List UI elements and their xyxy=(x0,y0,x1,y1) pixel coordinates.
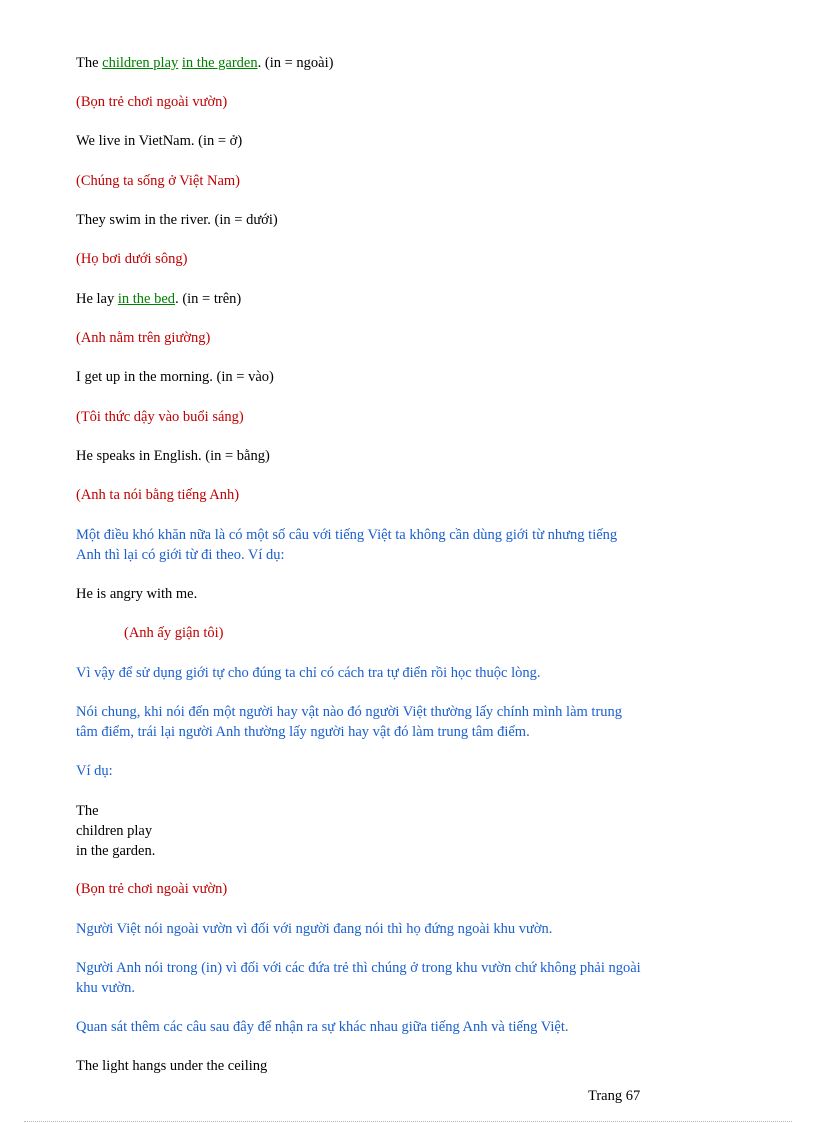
highlight-phrase: children play xyxy=(102,55,179,71)
example-sentence-2: We live in VietNam. (in = ở) xyxy=(76,133,243,149)
translation-3: (Họ bơi dưới sông) xyxy=(76,251,188,267)
translation-7: (Anh ấy giận tôi) xyxy=(124,625,224,641)
translation-5: (Tôi thức dậy vào buổi sáng) xyxy=(76,409,244,425)
example-sentence-4: He lay in the bed. (in = trên) xyxy=(76,291,242,307)
translation-2: (Chúng ta sống ở Việt Nam) xyxy=(76,173,240,189)
translation-8: (Bọn trẻ chơi ngoài vườn) xyxy=(76,881,228,897)
highlight-phrase: in the garden xyxy=(181,55,258,71)
example-sentence-8: The light hangs under the ceiling xyxy=(76,1058,268,1074)
example-sentence-6: He speaks in English. (in = bằng) xyxy=(76,448,270,464)
example-sentence-3: They swim in the river. (in = dưới) xyxy=(76,212,278,228)
example-sentence-1: The children play in the garden. (in = ngoài) xyxy=(76,55,334,71)
commentary-paragraph-5: Người Anh nói trong (in) vì đối với các đứa trẻ thì chúng ở trong khu vườn chứ không phải ngoài khu vườn. xyxy=(76,960,641,996)
page-number: Trang 67 xyxy=(588,1088,641,1104)
example-sentence-7: He is angry with me. xyxy=(76,586,198,602)
example-label: Ví dụ: xyxy=(76,763,113,779)
translation-1: (Bọn trẻ chơi ngoài vườn) xyxy=(76,94,228,110)
highlight-phrase: in the bed xyxy=(117,291,176,307)
commentary-paragraph-4: Người Việt nói ngoài vườn vì đối với người đang nói thì họ đứng ngoài khu vườn. xyxy=(76,921,553,937)
commentary-paragraph-2: Vì vậy để sử dụng giới tự cho đúng ta chỉ có cách tra tự điển rồi học thuộc lòng. xyxy=(76,665,541,681)
translation-6: (Anh ta nói bằng tiếng Anh) xyxy=(76,487,240,503)
example-sentence-5: I get up in the morning. (in = vào) xyxy=(76,369,274,385)
example-sentence-stacked: The children play in the garden. xyxy=(76,803,156,859)
commentary-paragraph-1: Một điều khó khăn nữa là có một số câu với tiếng Việt ta không cần dùng giới từ nhưng tiếng Anh thì lại có giới từ đi theo. Ví dụ: xyxy=(76,527,618,563)
footer-divider xyxy=(24,1121,792,1122)
commentary-paragraph-3: Nói chung, khi nói đến một người hay vật nào đó người Việt thường lấy chính mình làm trung tâm điểm, trái lại người Anh thường lấy người hay vật đó làm trung tâm điểm. xyxy=(76,704,623,740)
commentary-paragraph-6: Quan sát thêm các câu sau đây để nhận ra sự khác nhau giữa tiếng Anh và tiếng Việt. xyxy=(76,1019,569,1035)
translation-4: (Anh nằm trên giường) xyxy=(76,330,211,346)
